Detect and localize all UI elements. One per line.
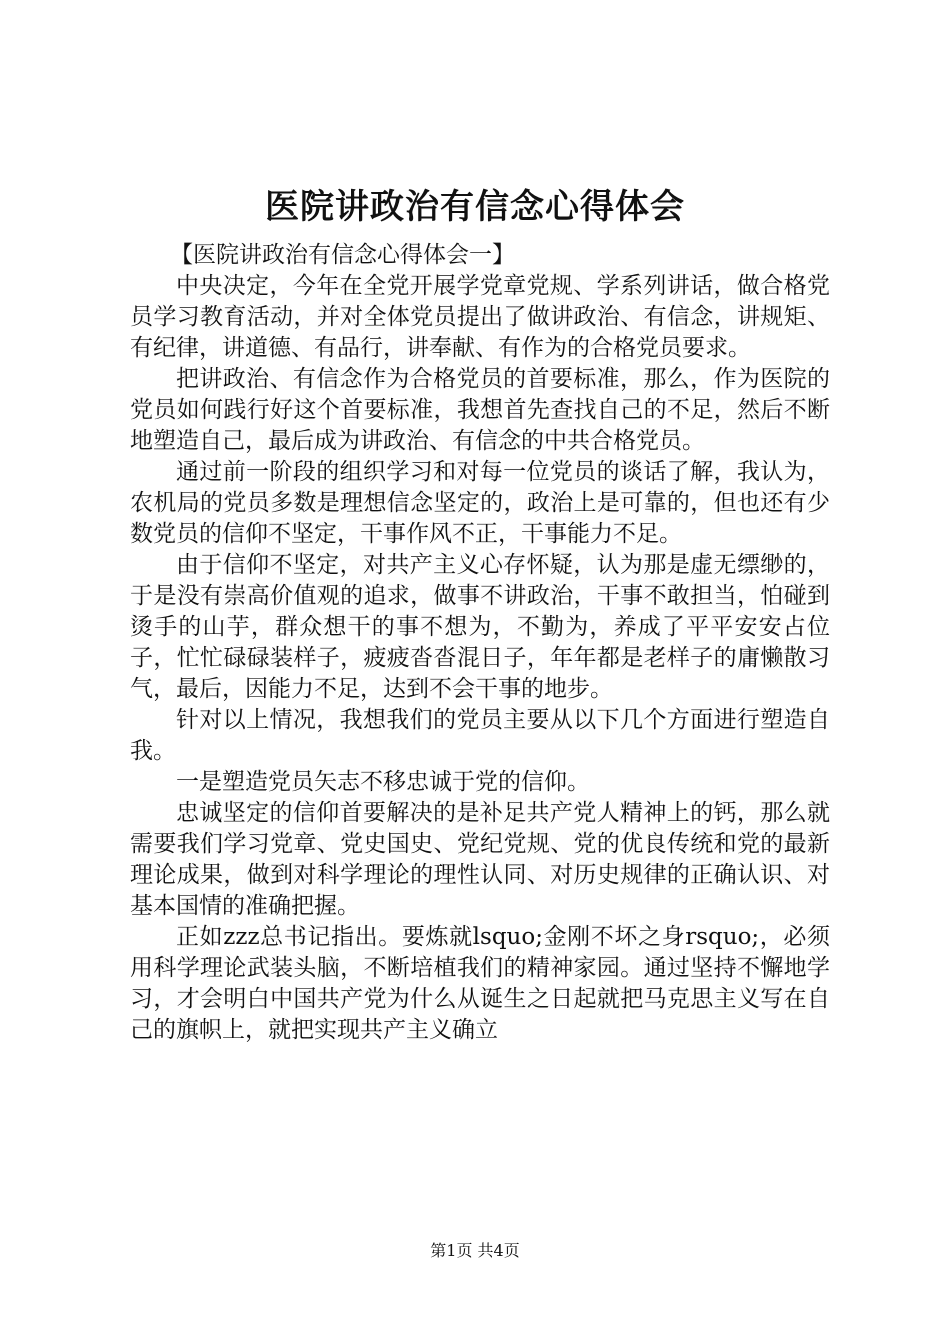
- page-footer: 第1页 共4页: [430, 1241, 520, 1260]
- page-title: 医院讲政治有信念心得体会: [265, 187, 685, 227]
- paragraph: 通过前一阶段的组织学习和对每一位党员的谈话了解，我认为，农机局的党员多数是理想信念坚定的，政治上是可靠的，但也还有少数党员的信仰不坚定，干事作风不正，干事能力不足。: [130, 459, 830, 547]
- section-heading: 【医院讲政治有信念心得体会一】: [170, 242, 515, 268]
- paragraph: 正如zzz总书记指出。要炼就lsquo;金刚不坏之身rsquo;，必须用科学理论武装头脑，不断培植我们的精神家园。通过坚持不懈地学习，才会明白中国共产党为什么从诞生之日起就把马克思主义写在自己的旗帜上，就把实现共产主义确立: [130, 924, 830, 1043]
- paragraph: 忠诚坚定的信仰首要解决的是补足共产党人精神上的钙，那么就需要我们学习党章、党史国史、党纪党规、党的优良传统和党的最新理论成果，做到对科学理论的理性认同、对历史规律的正确认识、对基本国情的准确把握。: [130, 800, 830, 919]
- paragraph: 针对以上情况，我想我们的党员主要从以下几个方面进行塑造自我。: [130, 707, 830, 764]
- paragraph: 一是塑造党员矢志不移忠诚于党的信仰。: [176, 769, 590, 795]
- document-body: [130, 240, 830, 1046]
- paragraph: 中央决定，今年在全党开展学党章党规、学系列讲话，做合格党员学习教育活动，并对全体党员提出了做讲政治、有信念，讲规矩、有纪律，讲道德、有品行，讲奉献、有作为的合格党员要求。: [130, 273, 830, 361]
- paragraph: 把讲政治、有信念作为合格党员的首要标准，那么，作为医院的党员如何践行好这个首要标准，我想首先查找自己的不足，然后不断地塑造自己，最后成为讲政治、有信念的中共合格党员。: [130, 366, 830, 454]
- paragraph: 由于信仰不坚定，对共产主义心存怀疑，认为那是虚无缥缈的，于是没有崇高价值观的追求，做事不讲政治，干事不敢担当，怕碰到烫手的山芋，群众想干的事不想为，不勤为，养成了平平安安占位子，忙忙碌碌装样子，疲疲沓沓混日子，年年都是老样子的庸懒散习气，最后，因能力不足，达到不会干事的地步。: [130, 552, 830, 702]
